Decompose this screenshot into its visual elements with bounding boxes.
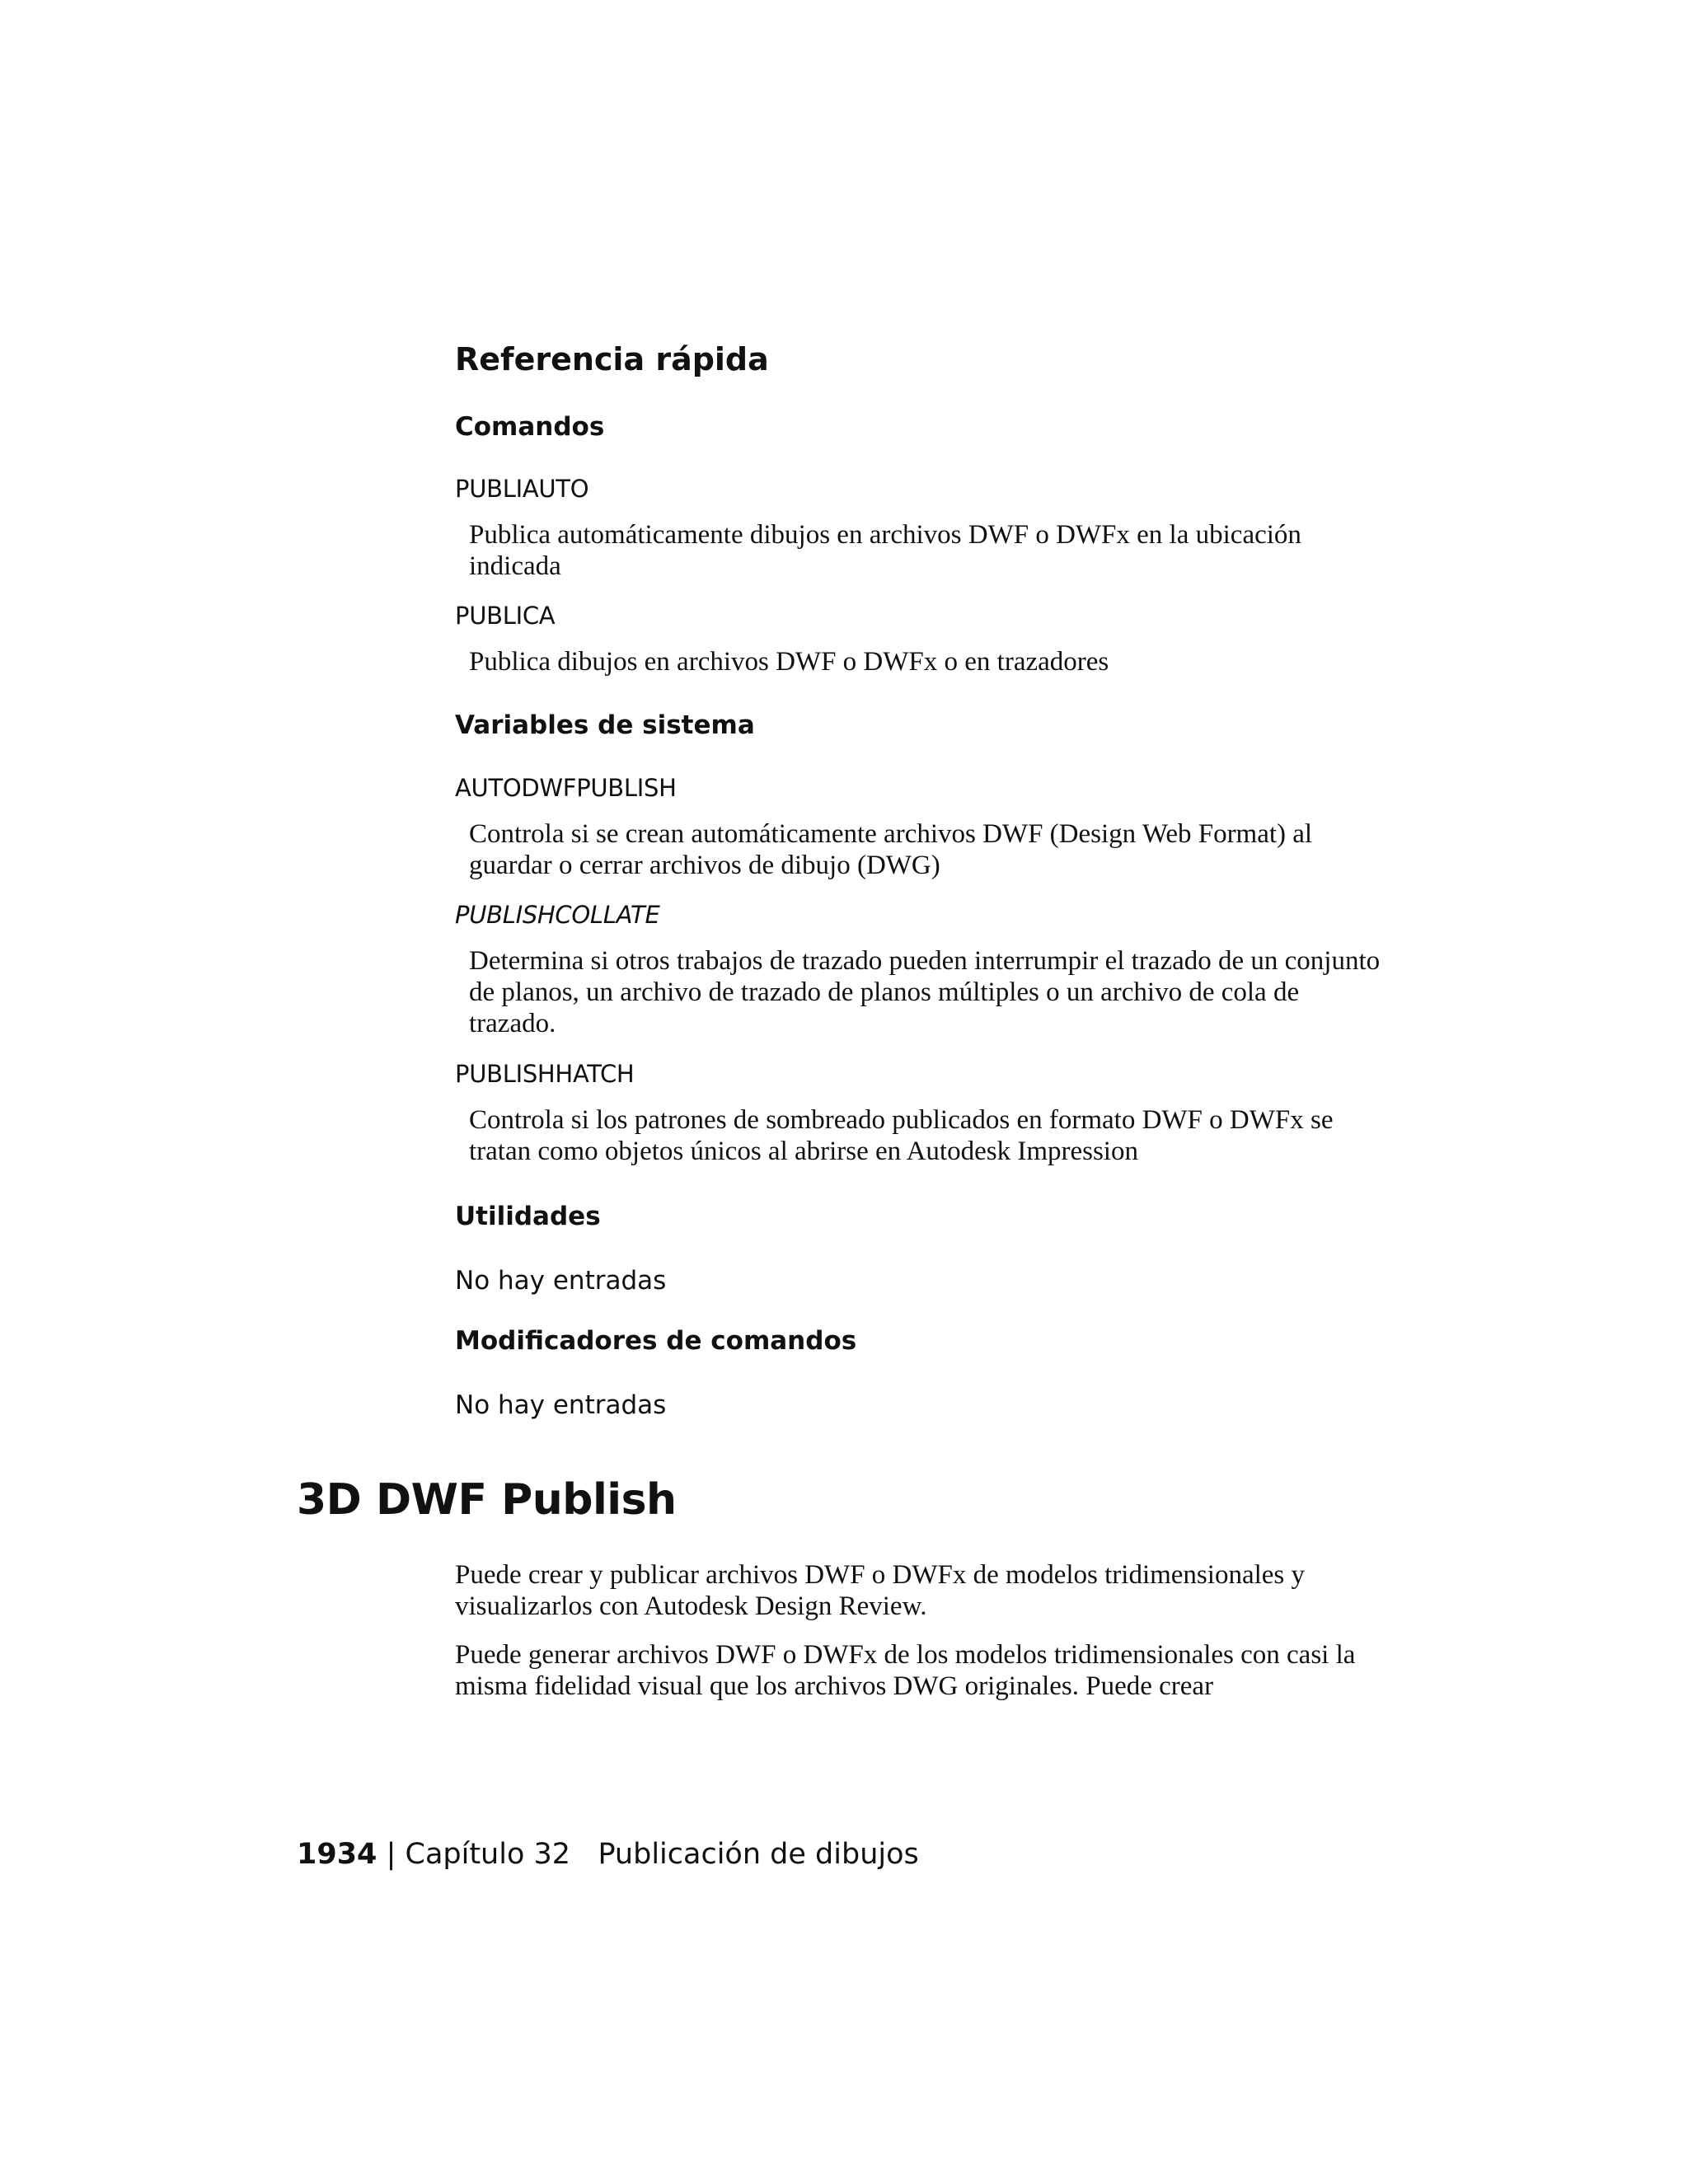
footer-separator: | <box>386 1838 396 1871</box>
command-term-publiauto: PUBLIAUTO <box>455 475 589 503</box>
utilities-heading: Utilidades <box>455 1202 601 1231</box>
variable-description-autodwfpublish: Controla si se crean automáticamente archivos DWF (Design Web Format) al guardar o cerrar archivos de dibujo (DWG) <box>469 819 1313 880</box>
system-variables-heading: Variables de sistema <box>455 710 755 740</box>
command-modifiers-heading: Modificadores de comandos <box>455 1326 857 1356</box>
page-number: 1934 <box>297 1838 377 1871</box>
page-footer <box>297 1838 919 1871</box>
variable-description-publishhatch: Controla si los patrones de sombreado publicados en formato DWF o DWFx se tratan como objetos únicos al abrirse en Autodesk Impression <box>469 1105 1334 1166</box>
section-paragraph: Puede generar archivos DWF o DWFx de los modelos tridimensionales con casi la misma fidelidad visual que los archivos DWG originales. Puede crear <box>455 1640 1356 1701</box>
quick-reference-heading: Referencia rápida <box>455 341 769 377</box>
variable-term-publishhatch: PUBLISHHATCH <box>455 1060 635 1088</box>
section-paragraph: Puede crear y publicar archivos DWF o DWFx de modelos tridimensionales y visualizarlos con Autodesk Design Review. <box>455 1560 1305 1621</box>
section-title: 3D DWF Publish <box>297 1475 677 1525</box>
utilities-text: No hay entradas <box>455 1266 667 1296</box>
variable-description-publishcollate: Determina si otros trabajos de trazado pueden interrumpir el trazado de un conjunto de planos, un archivo de trazado de planos múltiples o un archivo de cola de trazado. <box>469 946 1381 1038</box>
command-description-publica: Publica dibujos en archivos DWF o DWFx o en trazadores <box>469 647 1109 677</box>
variable-term-autodwfpublish: AUTODWFPUBLISH <box>455 774 677 802</box>
command-term-publica: PUBLICA <box>455 602 556 630</box>
variable-term-publishcollate: PUBLISHCOLLATE <box>455 901 660 929</box>
commands-heading: Comandos <box>455 412 605 442</box>
command-description-publiauto: Publica automáticamente dibujos en archivos DWF o DWFx en la ubicación indicada <box>469 520 1301 581</box>
chapter-title: Publicación de dibujos <box>598 1838 919 1871</box>
command-modifiers-text: No hay entradas <box>455 1390 667 1420</box>
chapter-label: Capítulo 32 <box>405 1838 571 1871</box>
